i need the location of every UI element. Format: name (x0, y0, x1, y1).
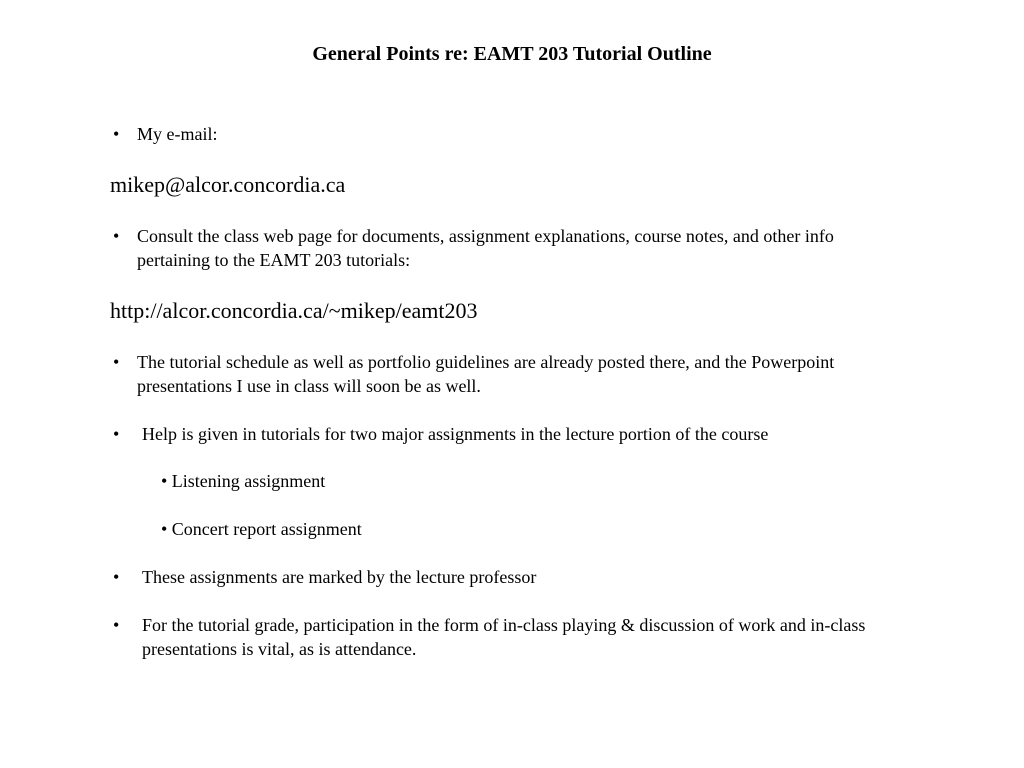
marked-text: These assignments are marked by the lecture professor (142, 567, 537, 587)
bullet-schedule (113, 350, 993, 398)
consult-text-line1: Consult the class web page for documents, assignment explanations, course notes, and other info (137, 226, 834, 246)
sub-bullet-listening: • Listening assignment (161, 471, 326, 491)
schedule-text-line1: The tutorial schedule as well as portfolio guidelines are already posted there, and the Powerpoint (137, 352, 835, 372)
bullet-icon: • (113, 567, 120, 587)
sub-bullet-concert: • Concert report assignment (161, 519, 362, 539)
grade-text-line2: presentations is vital, as is attendance. (142, 639, 417, 659)
help-text: Help is given in tutorials for two major assignments in the lecture portion of the course (142, 424, 769, 444)
email-address: mikep@alcor.concordia.ca (110, 172, 346, 197)
bullet-icon: • (113, 124, 120, 144)
bullet-help (113, 422, 993, 446)
bullet-icon: • (113, 615, 120, 635)
bullet-icon: • (113, 424, 120, 444)
email-label-text: My e-mail: (137, 124, 218, 144)
bullet-email-label (113, 122, 973, 146)
consult-text-line2: pertaining to the EAMT 203 tutorials: (137, 250, 411, 270)
class-web-url: http://alcor.concordia.ca/~mikep/eamt203 (110, 298, 478, 323)
bullet-icon: • (113, 226, 120, 246)
schedule-text-line2: presentations I use in class will soon be as well. (137, 376, 481, 396)
bullet-consult (113, 224, 993, 272)
bullet-marked (113, 565, 993, 589)
grade-text-line1: For the tutorial grade, participation in the form of in-class playing & discussion of work and in-class (142, 615, 866, 635)
bullet-icon: • (113, 352, 120, 372)
slide-title: General Points re: EAMT 203 Tutorial Outline (312, 43, 712, 65)
bullet-grade (113, 613, 1003, 661)
